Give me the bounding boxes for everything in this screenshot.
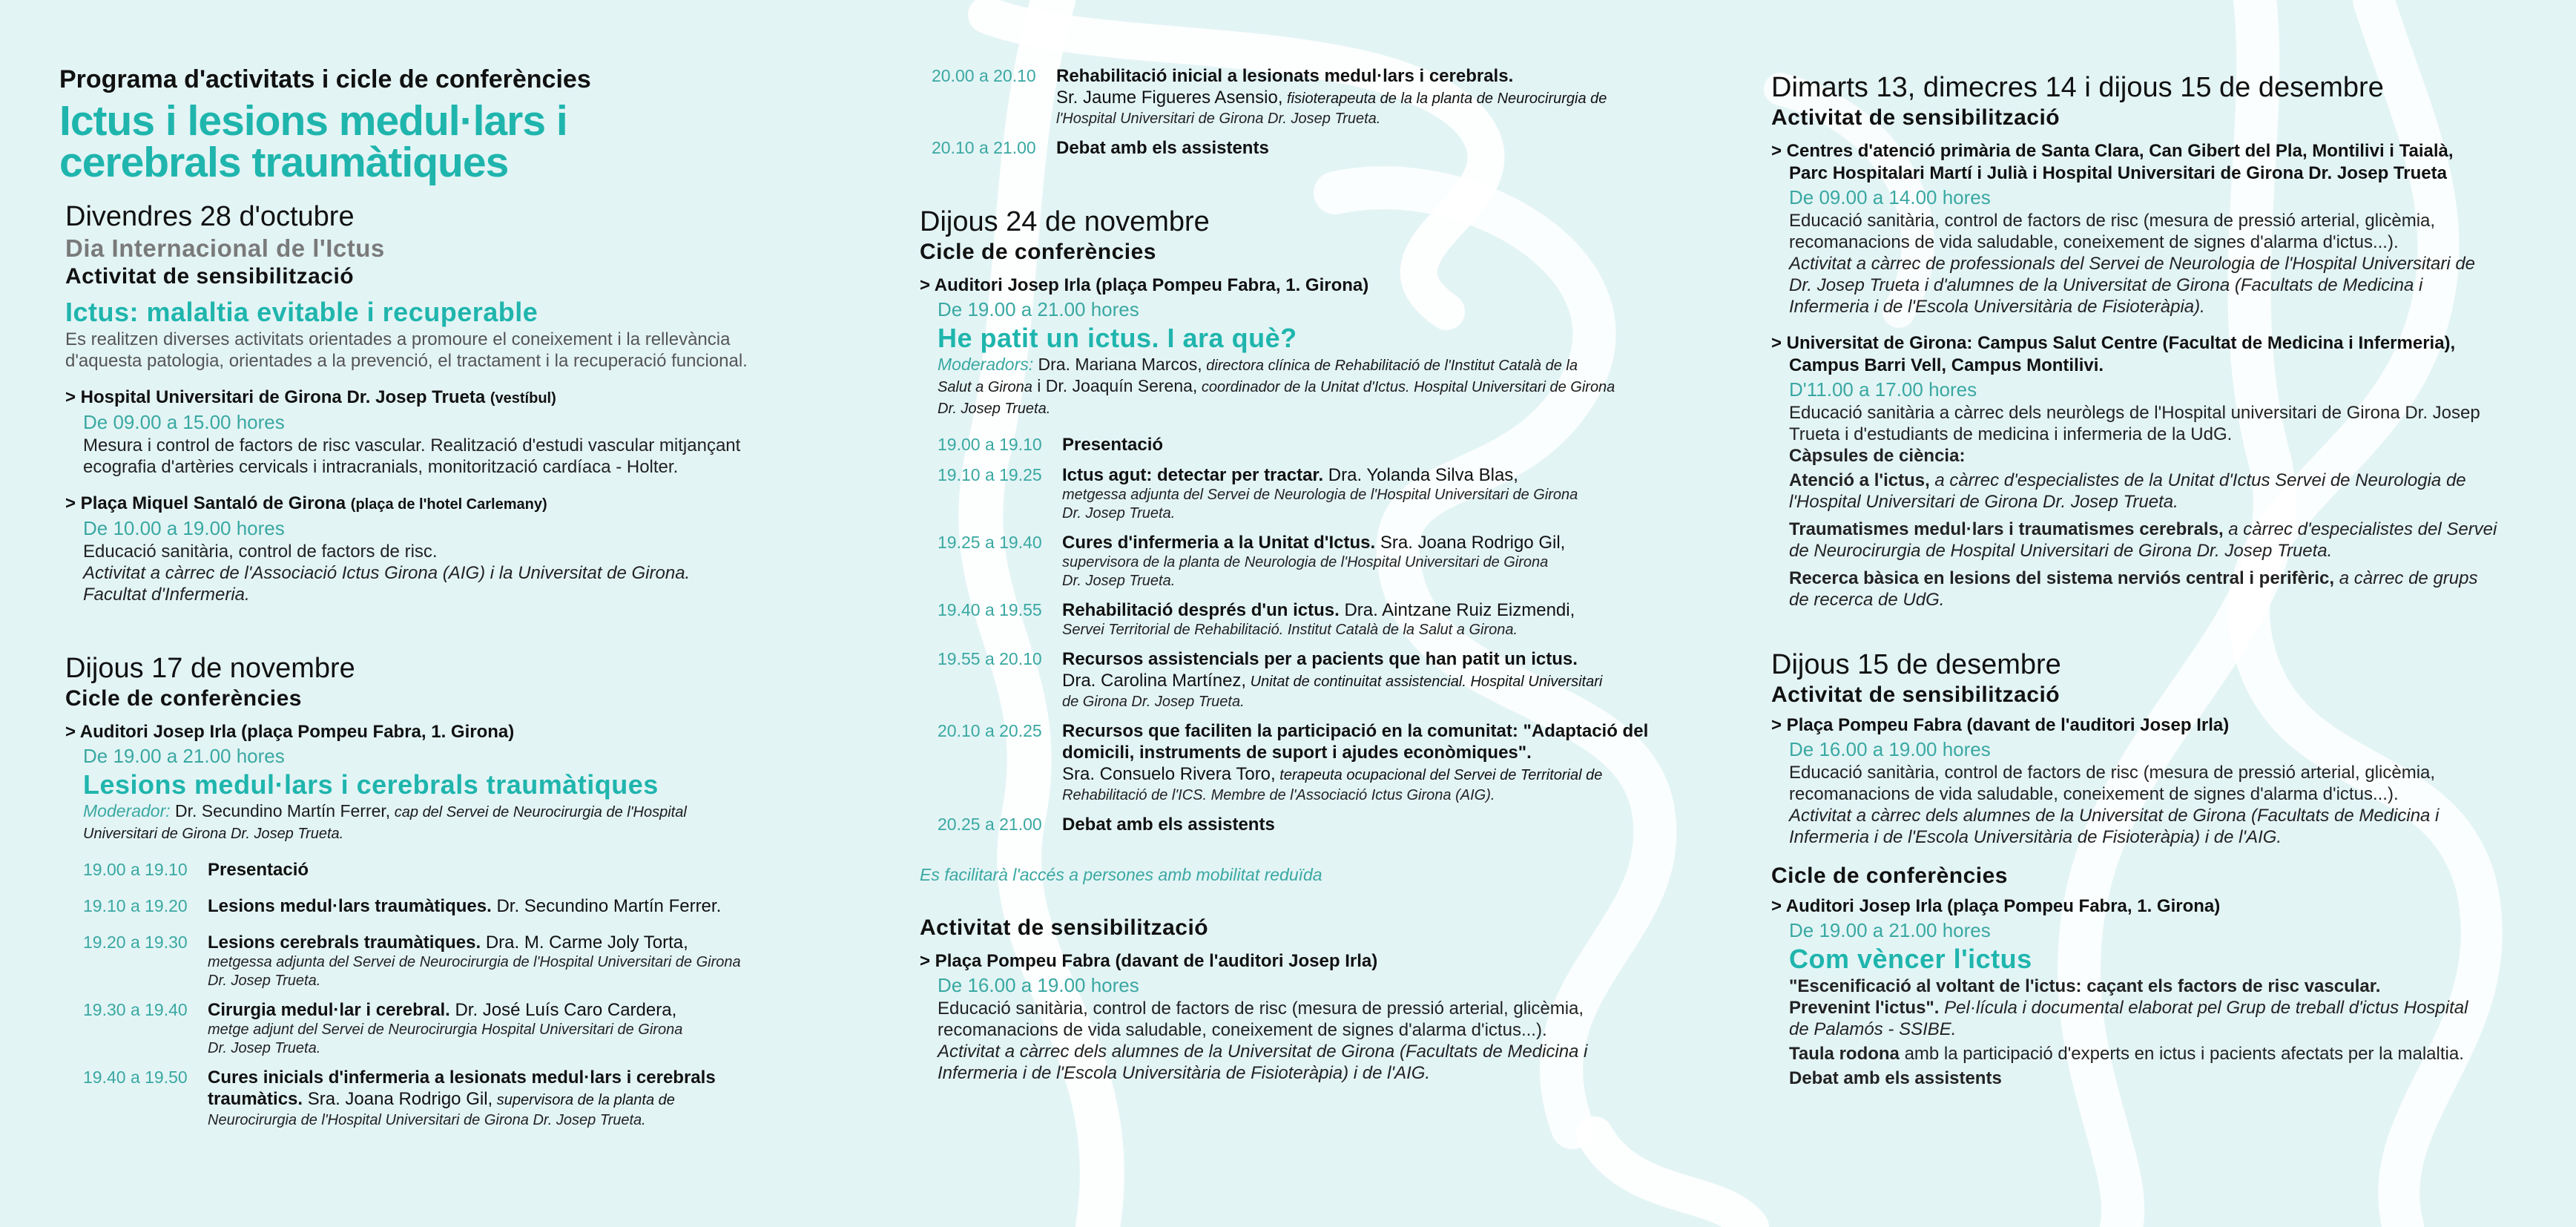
dec13-15-location1b: Parc Hospitalari Martí i Julià i Hospital Universitari de Girona Dr. Josep Trueta <box>1789 163 2447 183</box>
dec13-15-date: Dimarts 13, dimecres 14 i dijous 15 de desembre <box>1771 72 2384 103</box>
dec13-15-text1-italic-a: Activitat a càrrec de professionals del Servei de Neurologia de l'Hospital Universitari de <box>1789 254 2476 274</box>
capsule-research: Recerca bàsica en lesions del sistema nerviós central i perifèric, a càrrec de grups de recerca de UdG. <box>1789 568 2478 610</box>
dec13-15-location1a: > Centres d'atenció primària de Santa Clara, Can Gibert del Pla, Montilivi i Taialà, <box>1771 141 2454 161</box>
dec15-hours1: De 16.00 a 19.00 hores <box>1789 738 1991 760</box>
nov17-moderator: Moderador: Dr. Secundino Martín Ferrer, cap del Servei de Neurocirurgia de l'Hospital Universitari de Girona Dr. Josep Trueta. <box>83 801 687 842</box>
oct28-location1: > Hospital Universitari de Girona Dr. Josep Trueta (vestíbul) <box>65 387 556 407</box>
oct28-date: Divendres 28 d'octubre <box>65 201 355 232</box>
dec13-15-hours1: De 09.00 a 14.00 hores <box>1789 186 1991 208</box>
nov24-hours: De 19.00 a 21.00 hores <box>938 298 1139 320</box>
dec15-location2: > Auditori Josep Irla (plaça Pompeu Fabra, 1. Girona) <box>1771 896 2221 916</box>
nov24-location: > Auditori Josep Irla (plaça Pompeu Fabra, 1. Girona) <box>920 275 1369 295</box>
nov24-sched-row: 19.10 a 19.25 Ictus agut: detectar per tractar. Dra. Yolanda Silva Blas, metgessa adjunta del Servei de Neurologia de l'Hospital Universitari de Girona Dr. Josep Trueta. <box>938 465 1578 522</box>
oct28-intro-line1: Es realitzen diverses activitats orientades a promoure el coneixement i la rellevància <box>65 329 731 349</box>
main-title <box>59 97 831 186</box>
nov17-sched-row: 19.20 a 19.30 Lesions cerebrals traumàtiques. Dra. M. Carme Joly Torta, metgessa adjunta del Servei de Neurocirurgia de l'Hospital Universitari de Girona Dr. Josep Trueta. <box>83 932 741 989</box>
nov24-talk-title: He patit un ictus. I ara què? <box>938 323 1297 353</box>
oct28-talk-title: Ictus: malaltia evitable i recuperable <box>65 297 538 327</box>
capsule-trauma: Traumatismes medul·lars i traumatismes cerebrals, a càrrec d'especialistes del Servei de Neurocirurgia de Hospital Universitari de Girona Dr. Josep Trueta. <box>1789 519 2497 561</box>
oct28-intro-line2: d'aquesta patologia, orientades a la prevenció, el tractament i la recuperació funcional. <box>65 351 748 371</box>
nov24-date: Dijous 24 de novembre <box>920 206 1210 237</box>
main-title-line1: Ictus i lesions medul·lars i <box>59 97 567 145</box>
dec15-text1-italic-b: Infermeria i de l'Escola Universitària de Fisioteràpia) i de l'AIG. <box>1789 827 2282 847</box>
oct28-text2-italic-a: Activitat a càrrec de l'Associació Ictus Girona (AIG) i la Universitat de Girona. <box>83 563 691 583</box>
nov24-moderators: Moderadors: Dra. Mariana Marcos, directora clínica de Rehabilitació de l'Institut Català de la Salut a Girona i Dr. Joaquín Serena, coordinador de la Unitat d'Ictus. Hospital Universitari de Girona Dr. Josep Trueta. <box>938 355 1615 417</box>
dec15-film-line3: de Palamós - SSIBE. <box>1789 1019 1957 1039</box>
dec15-debate: Debat amb els assistents <box>1789 1068 2002 1088</box>
dec13-15-activity-type: Activitat de sensibilització <box>1771 105 2061 130</box>
nov24-sched-row: 19.00 a 19.10 Presentació <box>938 435 1164 455</box>
nov24-activity-type: Activitat de sensibilització <box>920 915 1209 940</box>
dec15-film-line2: Prevenint l'ictus". Pel·lícula i documental elaborat pel Grup de treball d'ictus Hospital <box>1789 998 2468 1018</box>
dec13-15-text1-italic-b: Dr. Josep Trueta i d'alumnes de la Universitat de Girona (Facultats de Medicina i <box>1789 275 2423 295</box>
dec15-round-table: Taula rodona amb la participació d'experts en ictus i pacients afectats per la malaltia. <box>1789 1044 2464 1064</box>
nov24-sched-row: 20.10 a 20.25 Recursos que faciliten la participació en la comunitat: "Adaptació del domicili, instruments de suport i ajudes econòmiques". Sra. Consuelo Rivera Toro, terapeuta ocupacional del Servei de Territorial de Rehabilitació de l'ICS. Membre de l'Associació Ictus Girona (AIG). <box>938 721 1649 803</box>
intl-stroke-day: Dia Internacional de l'Ictus <box>65 234 385 262</box>
nov17-sched-row: 19.10 a 19.20 Lesions medul·lars traumàtiques. Dr. Secundino Martín Ferrer. <box>83 896 722 916</box>
dec13-15-location2b: Campus Barri Vell, Campus Montilivi. <box>1789 355 2104 375</box>
dec15-text1a: Educació sanitària, control de factors de risc (mesura de pressió arterial, glicèmia, <box>1789 763 2436 783</box>
nov24-sched-row: 19.25 a 19.40 Cures d'infermeria a la Unitat d'Ictus. Sra. Joana Rodrigo Gil, supervisora de la planta de Neurologia de l'Hospital Universitari de Girona Dr. Josep Trueta. <box>938 533 1566 589</box>
dec13-15-text2a: Educació sanitària a càrrec dels neuròlegs de l'Hospital universitari de Girona Dr. Josep <box>1789 403 2480 423</box>
oct28-text1a: Mesura i control de factors de risc vascular. Realització d'estudi vascular mitjançant <box>83 435 741 455</box>
nov17-schedule <box>65 859 831 1130</box>
program-heading: Programa d'activitats i cicle de conferències <box>59 65 591 93</box>
nov24-sched-row: 19.40 a 19.55 Rehabilitació després d'un ictus. Dra. Aintzane Ruiz Eizmendi, Servei Territorial de Rehabilitació. Institut Català de la Salut a Girona. <box>938 600 1575 638</box>
dec13-15-text2b: Trueta i d'estudiants de medicina i infermeria de la UdG. <box>1789 424 2233 444</box>
dec15-date: Dijous 15 de desembre <box>1771 649 2061 680</box>
oct28-location2: > Plaça Miquel Santaló de Girona (plaça de l'hotel Carlemany) <box>65 493 547 513</box>
accessibility-note: Es facilitarà l'accés a persones amb mobilitat reduïda <box>920 865 1322 884</box>
dec13-15-text1b: recomanacions de vida saludable, coneixement de signes d'alarma d'ictus...). <box>1789 232 2399 252</box>
dec15-text1-italic-a: Activitat a càrrec dels alumnes de la Universitat de Girona (Facultats de Medicina i <box>1789 806 2440 826</box>
oct28-text1b: ecografia d'artèries cervicals i intracranials, monitorització cardíaca - Holter. <box>83 457 679 477</box>
oct28-hours2: De 10.00 a 19.00 hores <box>83 517 285 539</box>
dec15-cycle: Cicle de conferències <box>1771 863 2008 888</box>
nov17-sched-row-continued: 20.00 a 20.10 Rehabilitació inicial a lesionats medul·lars i cerebrals. Sr. Jaume Figueres Asensio, fisioterapeuta de la la planta de Neurocirurgia de l'Hospital Universitari de Girona Dr. Josep Trueta. <box>932 66 1607 127</box>
nov24-text-italic-b: Infermeria i de l'Escola Universitària de Fisioteràpia) i de l'AIG. <box>938 1063 1431 1083</box>
dec15-location1: > Plaça Pompeu Fabra (davant de l'auditori Josep Irla) <box>1771 715 2230 735</box>
nov24-cycle: Cicle de conferències <box>920 240 1156 264</box>
column-middle <box>920 65 1699 1084</box>
nov17-sched-row-debate: 20.10 a 21.00 Debat amb els assistents <box>932 138 1269 158</box>
dec13-15-location2a: > Universitat de Girona: Campus Salut Centre (Facultat de Medicina i Infermeria), <box>1771 333 2456 353</box>
dec13-15-text1a: Educació sanitària, control de factors de risc (mesura de pressió arterial, glicèmia, <box>1789 211 2436 231</box>
nov24-schedule <box>920 434 1699 835</box>
capsule-stroke: Atenció a l'ictus, a càrrec d'especialistes de la Unitat d'Ictus Servei de Neurologia de l'Hospital Universitari de Girona Dr. Josep Trueta. <box>1789 470 2466 512</box>
main-title-line2: cerebrals traumàtiques <box>59 139 509 186</box>
science-capsules-heading: Càpsules de ciència: <box>1789 446 1966 466</box>
dec13-15-hours2: D'11.00 a 17.00 hores <box>1789 378 1977 401</box>
nov17-talk-title: Lesions medul·lars i cerebrals traumàtiques <box>83 769 659 800</box>
nov17-cycle: Cicle de conferències <box>65 686 302 711</box>
oct28-activity-type: Activitat de sensibilització <box>65 264 355 289</box>
oct28-text2: Educació sanitària, control de factors de risc. <box>83 542 438 562</box>
nov17-location: > Auditori Josep Irla (plaça Pompeu Fabra, 1. Girona) <box>65 722 515 742</box>
nov24-location2: > Plaça Pompeu Fabra (davant de l'auditori Josep Irla) <box>920 951 1378 971</box>
nov17-date: Dijous 17 de novembre <box>65 653 355 684</box>
nov24-sched-row: 19.55 a 20.10 Recursos assistencials per a pacients que han patit un ictus. Dra. Carolina Martínez, Unitat de continuitat assistencial. Hospital Universitari de Girona Dr. Josep Trueta. <box>938 649 1603 710</box>
oct28-hours1: De 09.00 a 15.00 hores <box>83 411 285 433</box>
column-right <box>1771 70 2543 1089</box>
dec15-film-line1: "Escenificació al voltant de l'ictus: caçant els factors de risc vascular. <box>1789 976 2381 996</box>
column-left <box>59 65 831 1130</box>
nov17-sched-row: 19.00 a 19.10 Presentació <box>83 860 309 880</box>
oct28-text2-italic-b: Facultat d'Infermeria. <box>83 585 250 605</box>
dec13-15-text1-italic-c: Infermeria i de l'Escola Universitària de Fisioteràpia). <box>1789 297 2205 317</box>
nov24-text-italic-a: Activitat a càrrec dels alumnes de la Universitat de Girona (Facultats de Medicina i <box>938 1042 1588 1062</box>
nov17-hours: De 19.00 a 21.00 hores <box>83 745 285 767</box>
nov24-hours2: De 16.00 a 19.00 hores <box>938 974 1139 996</box>
nov24-text-b: recomanacions de vida saludable, coneixement de signes d'alarma d'ictus...). <box>938 1020 1547 1040</box>
dec15-talk-title: Com vèncer l'ictus <box>1789 944 2032 974</box>
nov24-sched-row: 20.25 a 21.00 Debat amb els assistents <box>938 815 1275 835</box>
nov17-sched-row: 19.30 a 19.40 Cirurgia medul·lar i cerebral. Dr. José Luís Caro Cardera, metge adjunt del Servei de Neurocirurgia Hospital Universitari de Girona Dr. Josep Trueta. <box>83 1000 683 1056</box>
dec15-text1b: recomanacions de vida saludable, coneixement de signes d'alarma d'ictus...). <box>1789 784 2399 804</box>
nov24-text-a: Educació sanitària, control de factors de risc (mesura de pressió arterial, glicèmia, <box>938 999 1584 1019</box>
dec15-activity-type: Activitat de sensibilització <box>1771 682 2061 707</box>
dec15-hours2: De 19.00 a 21.00 hores <box>1789 919 1991 941</box>
nov17-sched-row: 19.40 a 19.50 Cures inicials d'infermeria a lesionats medul·lars i cerebrals traumàtics. Sra. Joana Rodrigo Gil, supervisora de la planta de Neurocirurgia de l'Hospital Universitari de Girona Dr. Josep Trueta. <box>83 1068 716 1128</box>
